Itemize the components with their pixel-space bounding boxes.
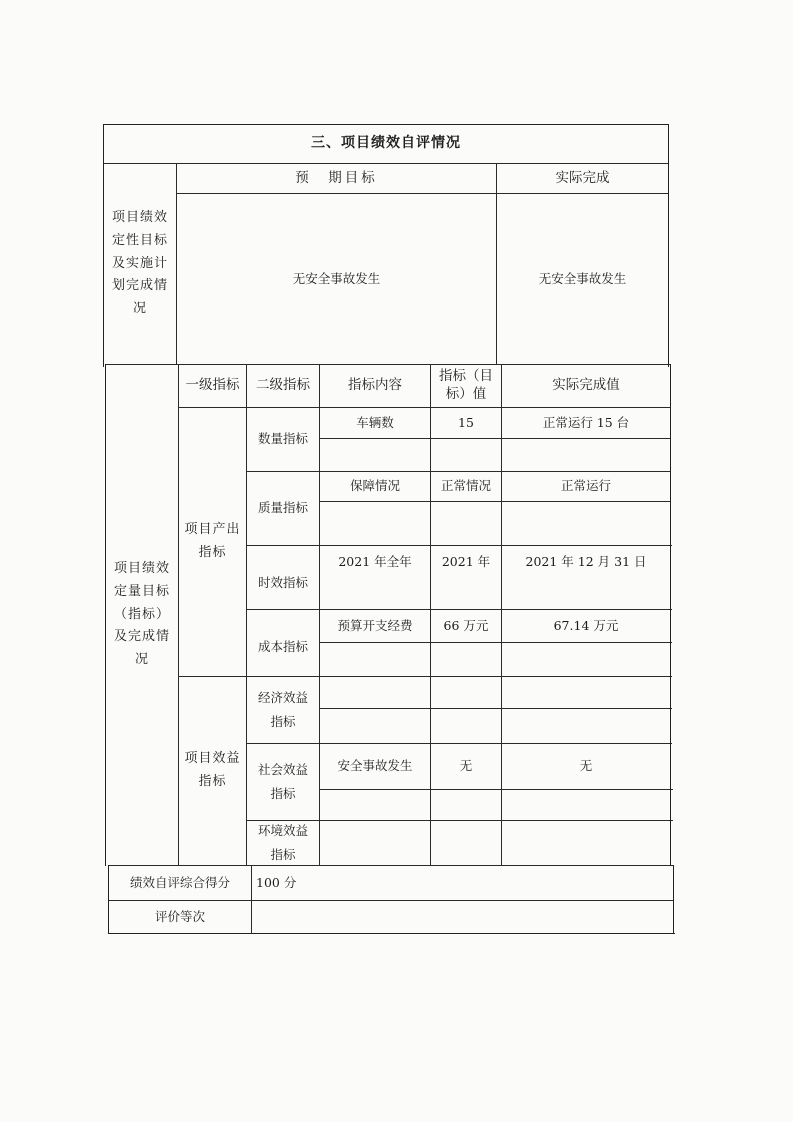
social-benefit-target: 无 xyxy=(459,758,473,774)
quantity-content: 车辆数 xyxy=(356,414,394,430)
score-label: 绩效自评综合得分 xyxy=(129,874,230,890)
header-level1: 一级指标 xyxy=(185,377,240,394)
rule xyxy=(319,501,671,502)
expected-goal-header: 预 期目标 xyxy=(295,169,378,186)
border-right xyxy=(670,364,671,866)
quality-content: 保障情况 xyxy=(349,478,400,494)
environmental-benefit-label: 环境效益 指标 xyxy=(257,823,308,862)
cost-actual: 67.14 万元 xyxy=(553,617,619,633)
cost-indicator-label: 成本指标 xyxy=(257,638,308,654)
output-indicator-label: 项目产出 指标 xyxy=(184,522,241,560)
qualitative-row-label: 项目绩效 定性目标 及实施计 划完成情 况 xyxy=(111,210,168,317)
header-level2: 二级指标 xyxy=(256,377,310,394)
section-title: 三、项目绩效自评情况 xyxy=(311,135,461,152)
benefit-indicator-label: 项目效益 指标 xyxy=(184,751,241,789)
expected-goal-value: 无安全事故发生 xyxy=(292,270,381,286)
header-content: 指标内容 xyxy=(348,377,402,394)
grade-label: 评价等次 xyxy=(154,908,205,924)
rule xyxy=(320,642,672,643)
header-actual: 实际完成值 xyxy=(552,377,620,394)
quantity-actual: 正常运行 15 台 xyxy=(542,414,630,430)
timeliness-actual: 2021 年 12 月 31 日 xyxy=(525,553,647,569)
actual-completion-value: 无安全事故发生 xyxy=(538,270,627,286)
quantity-target: 15 xyxy=(458,414,474,430)
quality-indicator-label: 质量指标 xyxy=(257,500,308,516)
timeliness-target: 2021 年 xyxy=(441,553,491,569)
cost-content: 预算开支经费 xyxy=(337,617,413,633)
social-benefit-content: 安全事故发生 xyxy=(337,758,413,774)
quality-actual: 正常运行 xyxy=(560,478,611,494)
timeliness-indicator-label: 时效指标 xyxy=(257,575,308,591)
rule xyxy=(320,789,673,790)
social-benefit-label: 社会效益 指标 xyxy=(257,762,308,801)
cost-target: 66 万元 xyxy=(443,617,489,633)
border-right xyxy=(673,865,674,934)
economic-benefit-label: 经济效益 指标 xyxy=(257,690,308,729)
rule xyxy=(319,438,671,439)
quantitative-row-label: 项目绩效 定量目标 （指标） 及完成情 况 xyxy=(113,561,170,668)
header-target: 指标（目 标）值 xyxy=(439,368,493,402)
timeliness-content: 2021 年全年 xyxy=(338,553,412,569)
quantity-indicator-label: 数量指标 xyxy=(257,431,308,447)
rule xyxy=(320,708,672,709)
actual-completion-header: 实际完成 xyxy=(555,169,610,186)
score-value: 100 分 xyxy=(256,874,297,890)
grade-value xyxy=(252,901,673,933)
social-benefit-actual: 无 xyxy=(579,758,593,774)
quality-target: 正常情况 xyxy=(440,478,491,494)
border-right xyxy=(668,124,669,367)
border-bottom xyxy=(109,933,675,934)
